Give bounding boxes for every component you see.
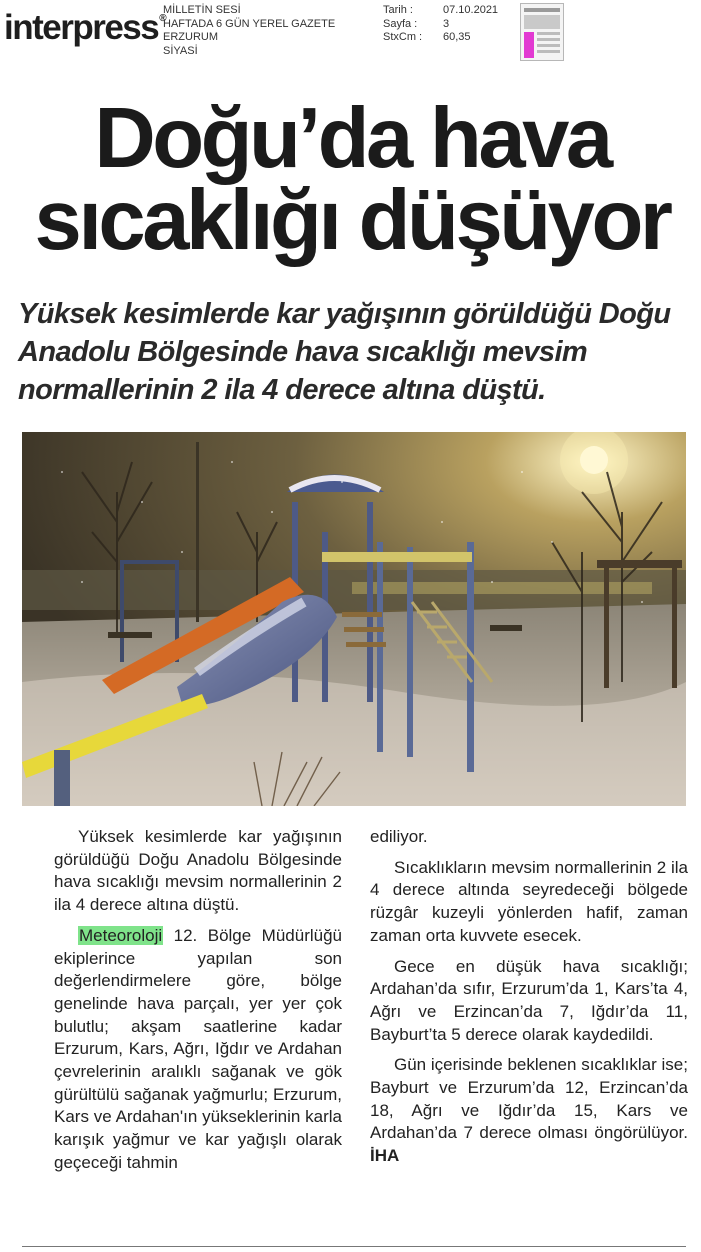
paragraph-5 <box>370 1054 688 1168</box>
bottom-divider <box>22 1246 686 1247</box>
clipping-header <box>0 0 701 66</box>
meta-page-key: Sayfa : <box>383 17 418 30</box>
publication-meta <box>163 4 335 58</box>
highlighted-keyword: Meteoroloji <box>79 925 163 945</box>
paragraph-2 <box>54 925 342 1175</box>
agency-credit: İHA <box>370 1146 400 1166</box>
article-column-2 <box>370 826 688 1176</box>
publication-frequency: HAFTADA 6 GÜN YEREL GAZETE <box>163 17 336 30</box>
headline-line-2: sıcaklığı düşüyor <box>34 173 670 268</box>
clipping-meta <box>383 4 498 45</box>
meta-date-key: Tarih : <box>383 4 413 16</box>
paragraph-3: Sıcaklıkların mevsim normallerinin 2 ila 4 derece altında seyredeceği bölgede rüzgâr kuzeyli yönlerden hafif, zaman zaman orta kuvvete esecek. <box>370 857 688 945</box>
publication-category: SİYASİ <box>163 44 198 57</box>
meta-page-value: 3 <box>443 17 450 30</box>
meta-stxcm-row <box>383 31 498 45</box>
meta-date-value: 07.10.2021 <box>443 4 499 16</box>
paragraph-5-text: Gün içerisinde beklenen sıcaklıklar ise; Bayburt ve Erzurum’da 12, Erzincan’da 18, Ağrı ve Iğdır’da 15, Kars ve Ardahan’da 7 derece olması öngörülüyor. <box>370 1055 688 1143</box>
page-thumbnail[interactable] <box>520 3 564 61</box>
article-column-1 <box>54 826 342 1183</box>
meta-stxcm-value: 60,35 <box>443 31 471 43</box>
snowy-playground-photo <box>22 432 686 806</box>
logo-registered-mark: ® <box>159 13 166 24</box>
meta-page-row <box>383 18 498 32</box>
paragraph-continued: ediliyor. <box>370 827 428 846</box>
headline <box>12 91 692 268</box>
headline-line-1: Doğu’da hava <box>94 91 610 186</box>
interpress-logo <box>4 8 165 57</box>
logo-text: interpress <box>4 8 159 47</box>
spot-subheading: Yüksek kesimlerde kar yağışının görüldüğü Doğu Anadolu Bölgesinde hava sıcaklığı mevsim normallerinin 2 ila 4 derece altına düştü. <box>18 298 671 406</box>
paragraph-4: Gece en düşük hava sıcaklığı; Ardahan’da sıfır, Erzurum’da 1, Kars’ta 4, Ağrı ve Erzincan’da 7, Iğdır’da 11, Bayburt’ta 5 derece olarak kaydedildi. <box>370 956 688 1044</box>
publication-city: ERZURUM <box>163 31 218 43</box>
meta-date-row <box>383 4 498 18</box>
publication-name: MİLLETİN SESİ <box>163 4 241 16</box>
paragraph-1: Yüksek kesimlerde kar yağışının görüldüğü Doğu Anadolu Bölgesinde hava sıcaklığı mevsim normallerinin 2 ila 4 derece altına düştü. <box>54 827 342 915</box>
meta-stxcm-key: StxCm : <box>383 31 423 43</box>
paragraph-2-text: 12. Bölge Müdürlüğü ekiplerince yapılan son değerlendirmelere göre, bölge genelinde hava parçalı, yer yer çok bulutlu; akşam saatlerine kadar Erzurum, Kars, Ağrı, Iğdır ve Ardahan çevrelerinin aralıklı sağanak ve gök gürültülü sağanak yağmurlu; Erzurum, Kars ve Ardahan'ın yükseklerinin karla karışık yağmur ve kar yağışlı olarak geçeceği tahmin <box>54 925 342 1172</box>
